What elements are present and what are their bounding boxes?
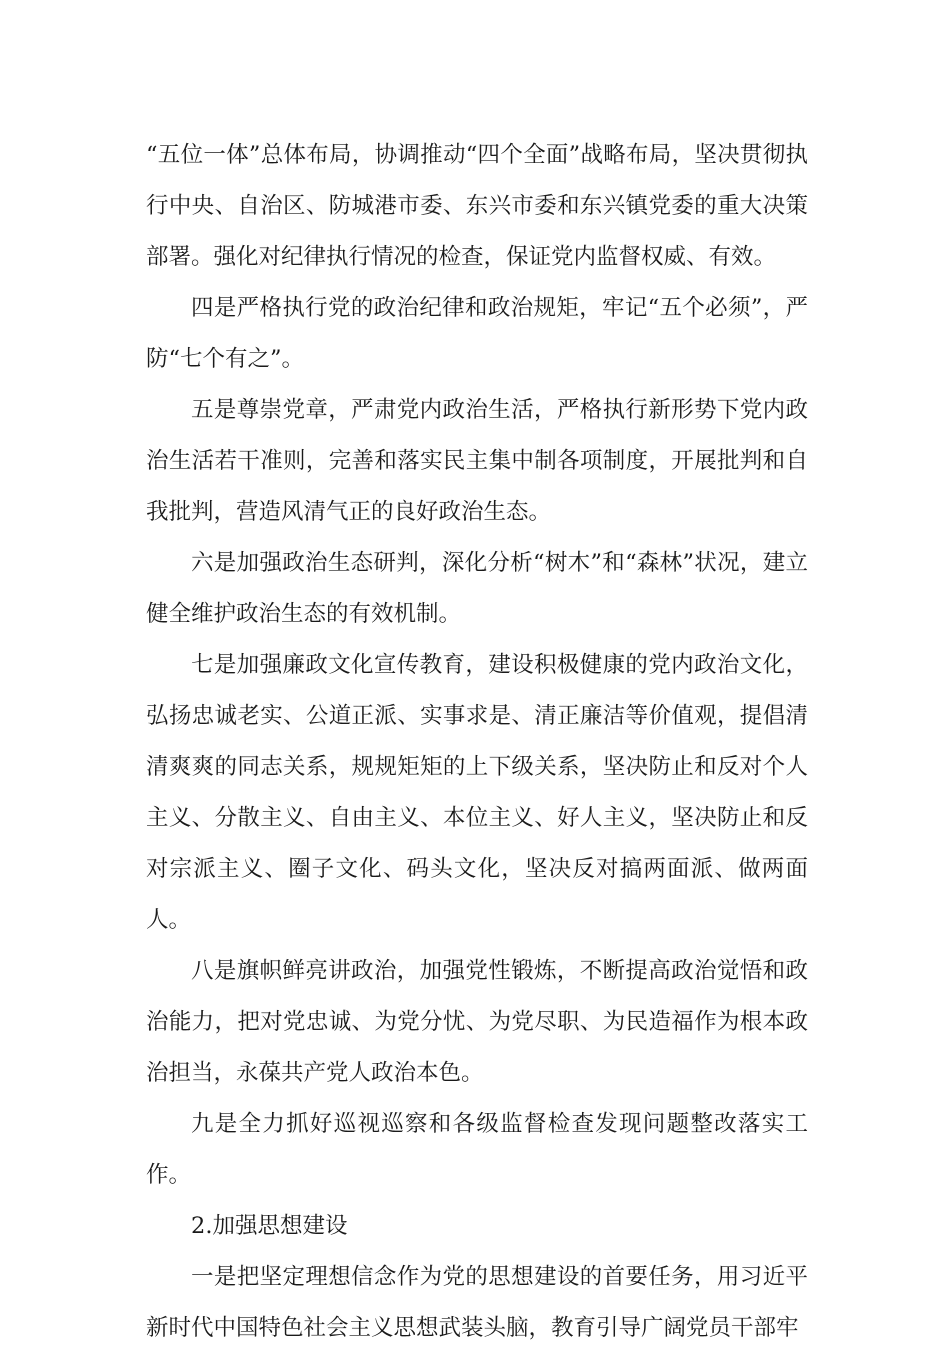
paragraph-7: 九是全力抓好巡视巡察和各级监督检查发现问题整改落实工作。	[146, 1111, 808, 1188]
paragraph-2: 四是严格执行党的政治纪律和政治规矩，牢记“五个必须”，严防“七个有之”。	[146, 295, 808, 372]
document-body	[146, 130, 808, 1354]
paragraph-3: 五是尊崇党章，严肃党内政治生活，严格执行新形势下党内政治生活若干准则，完善和落实民主集中制各项制度，开展批判和自我批判，营造风清气正的良好政治生态。	[146, 397, 808, 525]
paragraph-8: 一是把坚定理想信念作为党的思想建设的首要任务，用习近平新时代中国特色社会主义思想武装头脑，教育引导广阔党员干部牢	[146, 1264, 808, 1341]
paragraph-4: 六是加强政治生态研判，深化分析“树木”和“森林”状况，建立健全维护政治生态的有效机制。	[146, 550, 808, 627]
paragraph-1: “五位一体”总体布局，协调推动“四个全面”战略布局，坚决贯彻执行中央、自治区、防城港市委、东兴市委和东兴镇党委的重大决策部署。强化对纪律执行情况的检查，保证党内监督权威、有效。	[146, 142, 808, 270]
paragraph-5: 七是加强廉政文化宣传教育，建设积极健康的党内政治文化，弘扬忠诚老实、公道正派、实事求是、清正廉洁等价值观，提倡清清爽爽的同志关系，规规矩矩的上下级关系，坚决防止和反对个人主义、分散主义、自由主义、本位主义、好人主义，坚决防止和反对宗派主义、圈子文化、码头文化，坚决反对搞两面派、做两面人。	[146, 652, 808, 933]
section-heading: 2.加强思想建设	[191, 1213, 348, 1239]
paragraph-6: 八是旗帜鲜亮讲政治，加强党性锻炼，不断提高政治觉悟和政治能力，把对党忠诚、为党分忧、为党尽职、为民造福作为根本政治担当，永葆共产党人政治本色。	[146, 958, 808, 1086]
